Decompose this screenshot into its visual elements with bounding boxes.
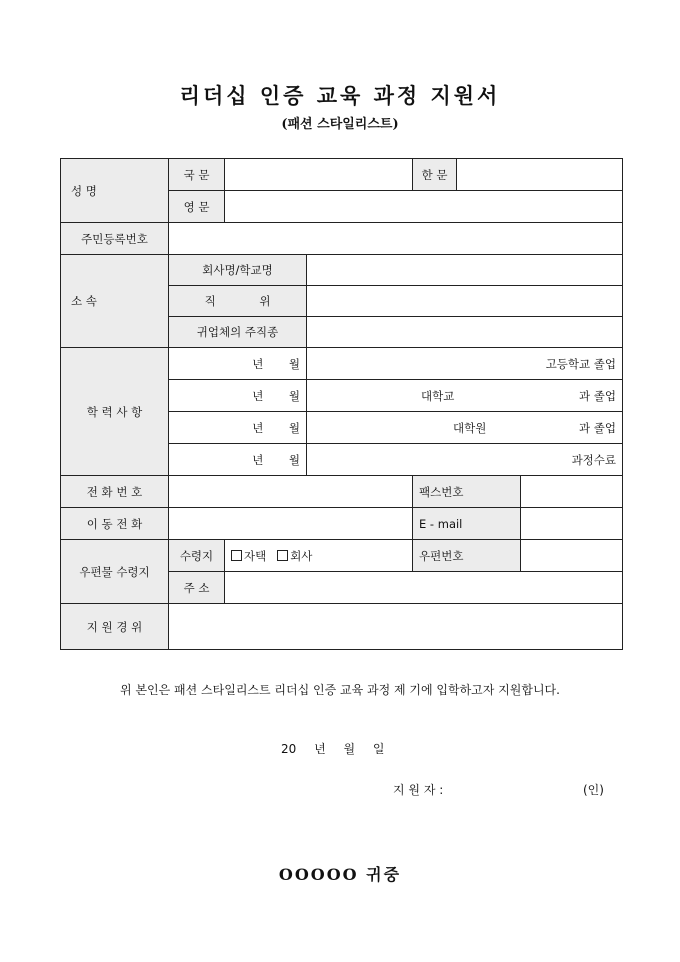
mobile-label: 이 동 전 화 — [61, 508, 169, 540]
korean-label: 국 문 — [169, 159, 225, 191]
address-input[interactable] — [225, 572, 623, 604]
hanja-label: 한 문 — [413, 159, 457, 191]
affiliation-label: 소 속 — [71, 294, 97, 308]
office-checkbox[interactable]: 회사 — [277, 549, 312, 563]
hanja-name-input[interactable] — [457, 159, 623, 191]
name-label: 성 명 — [71, 183, 97, 198]
name-label-cell — [61, 159, 169, 223]
resident-id-input[interactable] — [169, 223, 623, 255]
edu-row-1[interactable]: 고등학교 졸업 — [307, 348, 623, 380]
pledge-text: 위 본인은 패션 스타일리스트 리더십 인증 교육 과정 제 기에 입학하고자 지원합니다. — [120, 683, 560, 697]
mail-label: 우편물 수령지 — [61, 540, 169, 604]
document-title: 리더십 인증 교육 과정 지원서 — [179, 83, 501, 108]
resident-id-label: 주민등록번호 — [61, 223, 169, 255]
checkbox-icon — [231, 550, 242, 561]
edu-date-1[interactable]: 년 월 — [169, 348, 307, 380]
phone-label: 전 화 번 호 — [61, 476, 169, 508]
checkbox-icon — [277, 550, 288, 561]
english-name-input[interactable] — [225, 191, 623, 223]
email-input[interactable] — [521, 508, 623, 540]
postal-label: 우편번호 — [413, 540, 521, 572]
seal-label: (인) — [583, 783, 604, 797]
email-label: E - mail — [413, 508, 521, 540]
home-checkbox[interactable]: 자택 — [231, 549, 266, 563]
receive-options — [225, 540, 413, 572]
postal-input[interactable] — [521, 540, 623, 572]
motivation-label: 지 원 경 위 — [61, 604, 169, 650]
edu-date-2[interactable]: 년 월 — [169, 380, 307, 412]
business-type-input[interactable] — [307, 317, 623, 348]
english-label: 영 문 — [169, 191, 225, 223]
fax-label: 팩스번호 — [413, 476, 521, 508]
address-label: 주 소 — [169, 572, 225, 604]
applicant-label: 지 원 자 : — [393, 783, 444, 797]
recipient-line: OOOOO 귀중 — [278, 865, 402, 884]
receive-label: 수령지 — [169, 540, 225, 572]
document-subtitle: (패션 스타일리스트) — [281, 117, 399, 132]
company-input[interactable] — [307, 255, 623, 286]
phone-input[interactable] — [169, 476, 413, 508]
application-form-table — [60, 158, 623, 650]
date-line: 20 년 월 일 — [281, 742, 385, 756]
fax-input[interactable] — [521, 476, 623, 508]
business-type-label: 귀업체의 주직종 — [169, 317, 307, 348]
edu-date-4[interactable]: 년 월 — [169, 444, 307, 476]
company-label: 회사명/학교명 — [169, 255, 307, 286]
position-input[interactable] — [307, 286, 623, 317]
edu-date-3[interactable]: 년 월 — [169, 412, 307, 444]
korean-name-input[interactable] — [225, 159, 413, 191]
edu-row-4[interactable]: 과정수료 — [307, 444, 623, 476]
edu-row-2[interactable]: 대학교 과 졸업 — [307, 380, 623, 412]
affiliation-label-cell — [61, 255, 169, 348]
education-label: 학 력 사 항 — [61, 348, 169, 476]
mobile-input[interactable] — [169, 508, 413, 540]
motivation-input[interactable] — [169, 604, 623, 650]
edu-row-3[interactable]: 대학원 과 졸업 — [307, 412, 623, 444]
position-label: 직 위 — [169, 286, 307, 317]
